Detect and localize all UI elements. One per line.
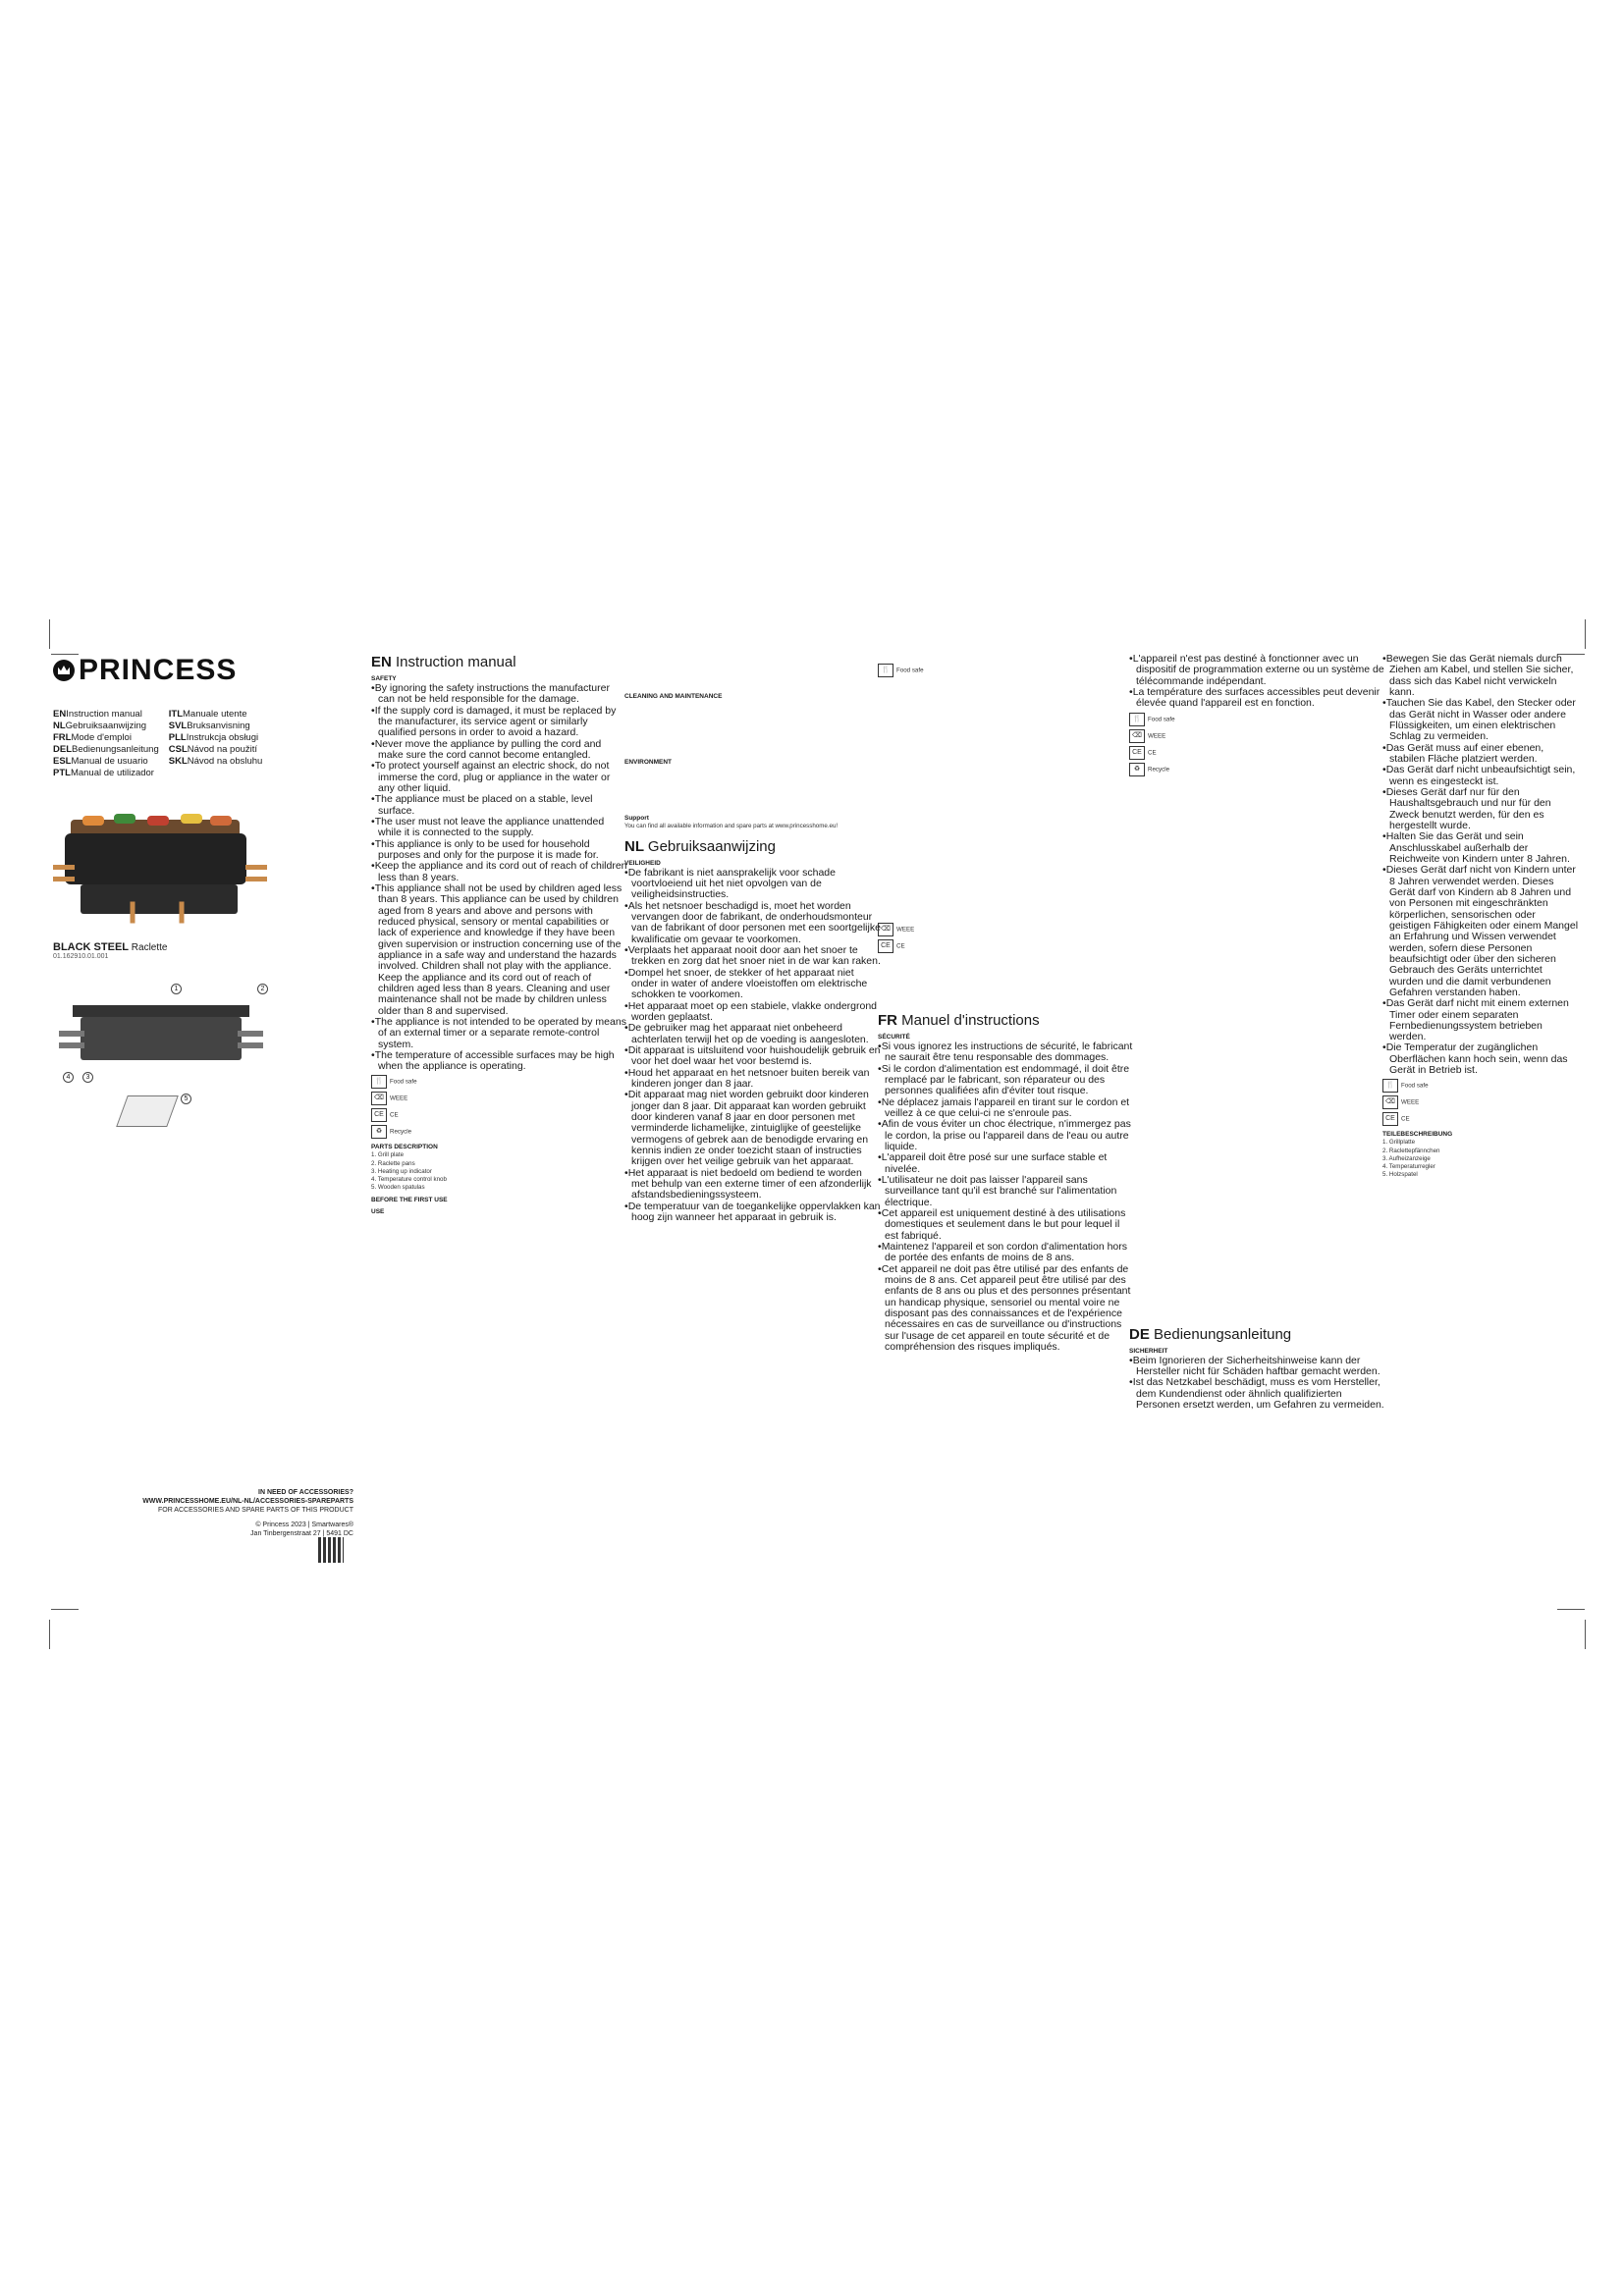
- callout-2: 2: [257, 984, 268, 994]
- en-title: EN Instruction manual: [371, 654, 516, 670]
- weee-bin-icon: ⌫: [878, 923, 893, 936]
- cover-column: [53, 654, 357, 1606]
- en-bullet: • The appliance must be placed on a stable, level surface.: [371, 794, 628, 817]
- product-model: 01.162910.01.001: [53, 953, 109, 960]
- nl-bullet: • Houd het apparaat en het netsnoer buiten bereik van kinderen jonger dan 8 jaar.: [624, 1068, 882, 1091]
- fr-bullet: • Cet appareil ne doit pas être utilisé par des enfants de moins de 8 ans. Cet appareil peut être utilisé par des enfants de 8 ans ou plus et des personnes présentant un handicap physique, sensoriel ou mental voire ne disposant pas des connaissances et de l'expérience nécessaires en cas de surveillance ou d'instructions sur l'usage de cet appareil en toute sécurité et de compréhension des risques impliqués.: [878, 1264, 1135, 1354]
- nl-bullet: • Het apparaat moet op een stabiele, vlakke ondergrond worden geplaatst.: [624, 1001, 882, 1024]
- de-bullet: • Dieses Gerät darf nicht von Kindern unter 8 Jahren verwendet werden. Dieses Gerät darf von Kindern ab 8 Jahren und von Personen mit eingeschränkten körperlichen, sensorischen oder geistigen Fähigkeiten oder einem Mangel an Erfahrung und Wissen verwendet werden, sofern diese Personen beaufsichtigt oder über den sicheren Gebrauch des Geräts unterrichtet wurden und die damit verbundenen Gefahren verstanden haben.: [1382, 865, 1579, 998]
- crop-mark: [49, 1620, 50, 1649]
- food-item: [147, 816, 169, 826]
- fr-bullet: • Ne déplacez jamais l'appareil en tirant sur le cordon et veillez à ce que celui-ci ne s'enroule pas.: [878, 1097, 1135, 1120]
- fr-bullet: • Cet appareil est uniquement destiné à des utilisations domestiques et seulement dans le but pour lequel il est fabriqué.: [878, 1208, 1135, 1242]
- de-bullet: • Ist das Netzkabel beschädigt, muss es vom Hersteller, dem Kundendienst oder ähnlich qualifizierten Personen ersetzt werden, um Gefahren zu vermeiden.: [1129, 1377, 1386, 1411]
- en-bullet: • This appliance is only to be used for household purposes and only for the purpose it is made for.: [371, 839, 628, 862]
- language-list: [53, 709, 264, 778]
- pan-handle: [131, 902, 135, 924]
- en-bullet: • If the supply cord is damaged, it must be replaced by the manufacturer, its service agent or similarly qualified persons in order to avoid a hazard.: [371, 706, 628, 739]
- footer-line: IN NEED OF ACCESSORIES?: [258, 1489, 353, 1496]
- diagram-pan: [59, 1042, 84, 1048]
- part-item: 2. Raclette pans: [371, 1159, 415, 1167]
- en-bullet: • Keep the appliance and its cord out of reach of children less than 8 years.: [371, 861, 628, 883]
- part-item: 5. Holzspatel: [1382, 1170, 1418, 1178]
- pan-handle: [53, 865, 75, 870]
- fr-bullet: • L'utilisateur ne doit pas laisser l'appareil sans surveillance tant qu'il est branché sur l'alimentation électrique.: [878, 1175, 1135, 1208]
- en-bullet: • This appliance shall not be used by children aged less than 8 years. This appliance can be used by children aged from 8 years and above and persons with reduced physical, sensory or mental capabilities or lack of experience and knowledge if they have been given supervision or instruction concerning use of the appliance in a safe way and understand the hazards involved. Children shall not play with the appliance. Keep the appliance and its cord out of reach of children aged less than 8 years. Cleaning and user maintenance shall not be made by children unless older than 8 and supervised.: [371, 883, 628, 1017]
- footer-line: © Princess 2023 | Smartwares®: [255, 1522, 353, 1529]
- nl-bullet: • Dit apparaat mag niet worden gebruikt door kinderen jonger dan 8 jaar. Dit apparaat kan worden gebruikt door kinderen vanaf 8 jaar en door personen met verminderde lichamelijke, zintuiglijke of geestelijke vermogens of gebrek aan de benodigde ervaring en kennis indien ze onder toezicht staan of instructies krijgen over het veilige gebruik van het apparaat.: [624, 1090, 882, 1167]
- en-column: [371, 654, 628, 1606]
- food-item: [210, 816, 232, 826]
- part-item: 3. Aufheizanzeige: [1382, 1154, 1431, 1162]
- symbol-row: ⌫ WEEE: [1382, 1095, 1579, 1109]
- footer-line: FOR ACCESSORIES AND SPARE PARTS OF THIS PRODUCT: [157, 1507, 353, 1515]
- language-item: PTLManual de utilizador: [53, 768, 154, 778]
- fr-bullet: • Si vous ignorez les instructions de sécurité, le fabricant ne saurait être tenu responsable des dommages.: [878, 1041, 1135, 1064]
- language-item: PLLInstrukcja obsługi: [168, 732, 259, 743]
- crop-mark: [1585, 619, 1586, 649]
- language-item: NLGebruiksaanwijzing: [53, 721, 147, 731]
- nl-bullet: • Dompel het snoer, de stekker of het apparaat niet onder in water of andere vloeistoffen om elektrische schokken te voorkomen.: [624, 968, 882, 1001]
- diagram-pan: [59, 1031, 84, 1037]
- recycle-icon: ♻: [1129, 763, 1145, 776]
- recycle-icon: ♻: [371, 1125, 387, 1139]
- callout-4: 4: [63, 1072, 74, 1083]
- en-cleaning-heading: CLEANING AND MAINTENANCE: [624, 693, 723, 700]
- callout-5: 5: [181, 1094, 191, 1104]
- nl-bullet: • Als het netsnoer beschadigd is, moet het worden vervangen door de fabrikant, de onderhoudsmonteur van de fabrikant of door personen met een soortgelijke kwalificatie om gevaar te voorkomen.: [624, 901, 882, 945]
- fork-icon: 🍴: [878, 664, 893, 677]
- language-item: SVLBruksanvisning: [168, 721, 250, 731]
- qr-code: [318, 1537, 344, 1563]
- fr-bullet: • Maintenez l'appareil et son cordon d'alimentation hors de portée des enfants de moins de 8 ans.: [878, 1242, 1135, 1264]
- fork-icon: 🍴: [1129, 713, 1145, 726]
- brand-name: PRINCESS: [79, 654, 238, 686]
- de-title: DE Bedienungsanleitung: [1129, 1325, 1292, 1343]
- de-bullet: • Das Gerät darf nicht unbeaufsichtigt sein, wenn es eingesteckt ist.: [1382, 765, 1579, 787]
- diagram-pan: [238, 1031, 263, 1037]
- crop-mark: [51, 1609, 79, 1610]
- en-environment-heading: ENVIRONMENT: [624, 759, 673, 766]
- fork-icon: 🍴: [1382, 1079, 1398, 1093]
- ce-icon: CE: [1129, 746, 1145, 760]
- fr-column: [878, 654, 1135, 1606]
- de-parts-heading: TEILEBESCHREIBUNG: [1382, 1131, 1453, 1139]
- language-item: ITLManuale utente: [168, 709, 247, 720]
- part-item: 4. Temperature control knob: [371, 1175, 447, 1183]
- de-parts-list: [1382, 1139, 1579, 1178]
- fr-bullet: • L'appareil n'est pas destiné à fonctionner avec un dispositif de programmation externe ou un système de télécommande indépendant.: [1129, 654, 1386, 687]
- en-bullet: • The temperature of accessible surfaces may be high when the appliance is operating.: [371, 1050, 628, 1073]
- manual-sheet: [47, 654, 1579, 1606]
- nl-bullet: • De temperatuur van de toegankelijke oppervlakken kan hoog zijn wanneer het apparaat in gebruik is.: [624, 1201, 882, 1224]
- ce-icon: CE: [878, 939, 893, 953]
- weee-bin-icon: ⌫: [371, 1092, 387, 1105]
- pan-handle: [245, 877, 267, 881]
- symbol-row: ⌫ WEEE: [878, 923, 1135, 936]
- food-item: [82, 816, 104, 826]
- symbol-row: CE CE: [1382, 1112, 1579, 1126]
- en-support-text: You can find all available information and spare parts at www.princesshome.eu!: [624, 823, 839, 829]
- language-item: CSLNávod na použití: [168, 744, 258, 755]
- product-grill-plate: [65, 833, 246, 884]
- crop-mark: [49, 619, 50, 649]
- en-parts-list: [371, 1151, 628, 1191]
- weee-bin-icon: ⌫: [1382, 1095, 1398, 1109]
- en-bullet: • Never move the appliance by pulling the cord and make sure the cord cannot become entangled.: [371, 739, 628, 762]
- symbol-row: ⌫ WEEE: [1129, 729, 1386, 743]
- crop-mark: [1585, 1620, 1586, 1649]
- language-item: FRLMode d'emploi: [53, 732, 132, 743]
- product-photo: [53, 800, 264, 937]
- language-item: ESLManual de usuario: [53, 756, 148, 767]
- crop-mark: [1557, 1609, 1585, 1610]
- fr-bullet: • Si le cordon d'alimentation est endommagé, il doit être remplacé par le fabricant, son réparateur ou des personnes qualifiées afin d'éviter tout risque.: [878, 1064, 1135, 1097]
- symbol-row: CE CE: [371, 1108, 628, 1122]
- en-bullet: • By ignoring the safety instructions the manufacturer can not be held responsible for the damage.: [371, 683, 628, 706]
- footer-line: Jan Tinbergenstraat 27 | 5491 DC: [250, 1530, 353, 1538]
- pan-handle: [180, 902, 185, 924]
- en-bullet: • The user must not leave the appliance unattended while it is connected to the supply.: [371, 817, 628, 839]
- part-item: 1. Grill plate: [371, 1151, 405, 1159]
- part-item: 1. Grillplatte: [1382, 1139, 1416, 1147]
- part-item: 4. Temperaturregler: [1382, 1162, 1435, 1170]
- fr-bullet: • L'appareil doit être posé sur une surface stable et nivelée.: [878, 1152, 1135, 1175]
- en-use-heading: USE: [371, 1207, 385, 1215]
- nl-bullet: • Dit apparaat is uitsluitend voor huishoudelijk gebruik en voor het doel waar het voor bestemd is.: [624, 1045, 882, 1068]
- de-bullet: • Das Gerät muss auf einer ebenen, stabilen Fläche platziert werden.: [1382, 743, 1579, 766]
- en-bullet: • The appliance is not intended to be operated by means of an external timer or a separate remote-control system.: [371, 1017, 628, 1050]
- brand-logo: [53, 654, 357, 687]
- crown-icon: [53, 660, 75, 681]
- en-safety-heading: SAFETY: [371, 675, 397, 682]
- symbol-row: CE CE: [878, 939, 1135, 953]
- footer-block: [59, 1488, 353, 1538]
- ce-icon: CE: [1382, 1112, 1398, 1126]
- callout-3: 3: [82, 1072, 93, 1083]
- product-base: [81, 884, 238, 914]
- en-before-heading: BEFORE THE FIRST USE: [371, 1196, 448, 1203]
- de-bullet: • Halten Sie das Gerät und sein Anschlusskabel außerhalb der Reichweite von Kindern unter 8 Jahren.: [1382, 831, 1579, 865]
- fr-title: FR Manuel d'instructions: [878, 1012, 1040, 1029]
- symbol-row: 🍴 Food safe: [1382, 1079, 1579, 1093]
- de-safety-heading: SICHERHEIT: [1129, 1347, 1168, 1355]
- de-column: [1129, 654, 1386, 1606]
- de-bullet: • Das Gerät darf nicht mit einem externen Timer oder einem separaten Fernbedienungssystem betrieben werden.: [1382, 998, 1579, 1042]
- language-item: ENInstruction manual: [53, 709, 142, 720]
- nl-bullet: • Het apparaat is niet bedoeld om bediend te worden met behulp van een externe timer of een afzonderlijk afstandsbedieningssysteem.: [624, 1168, 882, 1201]
- fr-bullet: • La température des surfaces accessibles peut devenir élevée quand l'appareil est en fonction.: [1129, 687, 1386, 710]
- weee-bin-icon: ⌫: [1129, 729, 1145, 743]
- symbol-row: ♻ Recycle: [1129, 763, 1386, 776]
- pan-handle: [53, 877, 75, 881]
- footer-line: WWW.PRINCESSHOME.EU/NL-NL/ACCESSORIES-SPAREPARTS: [142, 1498, 353, 1506]
- symbol-row: ⌫ WEEE: [371, 1092, 628, 1105]
- de-bullet: • Die Temperatur der zugänglichen Oberflächen kann hoch sein, wenn das Gerät in Betrieb ist.: [1382, 1042, 1579, 1076]
- en-parts-heading: PARTS DESCRIPTION: [371, 1144, 438, 1151]
- de-bullet: • Beim Ignorieren der Sicherheitshinweise kann der Hersteller nicht für Schäden haftbar gemacht werden.: [1129, 1356, 1386, 1378]
- de-bullet: • Tauchen Sie das Kabel, den Stecker oder das Gerät nicht in Wasser oder andere Flüssigkeiten, um einen elektrischen Schlag zu vermeiden.: [1382, 698, 1579, 742]
- fr-bullet: • Afin de vous éviter un choc électrique, n'immergez pas le cordon, la prise ou l'appareil dans de l'eau ou autre liquide.: [878, 1119, 1135, 1152]
- de-bullet: • Dieses Gerät darf nur für den Haushaltsgebrauch und nur für den Zweck benutzt werden, für den es hergestellt wurde.: [1382, 787, 1579, 831]
- nl-bullet: • De fabrikant is niet aansprakelijk voor schade voortvloeiend uit het niet opvolgen van de veiligheidsinstructies.: [624, 868, 882, 901]
- diagram-body: [81, 1017, 242, 1060]
- parts-diagram: [53, 978, 269, 1145]
- part-item: 5. Wooden spatulas: [371, 1183, 425, 1191]
- nl-title: NL Gebruiksaanwijzing: [624, 837, 776, 855]
- part-item: 3. Heating up indicator: [371, 1167, 432, 1175]
- en-support-heading: Support: [624, 815, 649, 822]
- en-bullet: • To protect yourself against an electric shock, do not immerse the cord, plug or appliance in the water or any other liquid.: [371, 761, 628, 794]
- nl-bullet: • Verplaats het apparaat nooit door aan het snoer te trekken en zorg dat het snoer niet in de war kan raken.: [624, 945, 882, 968]
- symbol-row: ♻ Recycle: [371, 1125, 628, 1139]
- callout-1: 1: [171, 984, 182, 994]
- diagram-spatula-tray: [116, 1095, 179, 1127]
- ce-icon: CE: [371, 1108, 387, 1122]
- symbol-row: 🍴 Food safe: [1129, 713, 1386, 726]
- language-item: DELBedienungsanleitung: [53, 744, 159, 755]
- fr-safety-heading: SÉCURITÉ: [878, 1034, 910, 1041]
- de-bullet: • Bewegen Sie das Gerät niemals durch Ziehen am Kabel, und stellen Sie sicher, dass sich das Kabel nicht verwickeln kann.: [1382, 654, 1579, 698]
- part-item: 2. Raclettepfännchen: [1382, 1147, 1440, 1154]
- food-item: [114, 814, 135, 824]
- language-item: SKLNávod na obsluhu: [168, 756, 263, 767]
- food-item: [181, 814, 202, 824]
- symbol-row: CE CE: [1129, 746, 1386, 760]
- symbol-row: 🍴 Food safe: [878, 664, 1135, 677]
- de-cont-column: [1382, 654, 1579, 1606]
- diagram-pan: [238, 1042, 263, 1048]
- fork-icon: 🍴: [371, 1075, 387, 1089]
- nl-bullet: • De gebruiker mag het apparaat niet onbeheerd achterlaten terwijl het op de voeding is aangesloten.: [624, 1023, 882, 1045]
- nl-column: [624, 654, 882, 1606]
- diagram-grill-plate: [73, 1005, 249, 1017]
- symbol-row: 🍴 Food safe: [371, 1075, 628, 1089]
- nl-safety-heading: VEILIGHEID: [624, 859, 661, 867]
- pan-handle: [245, 865, 267, 870]
- product-name: BLACK STEEL Raclette: [53, 941, 168, 953]
